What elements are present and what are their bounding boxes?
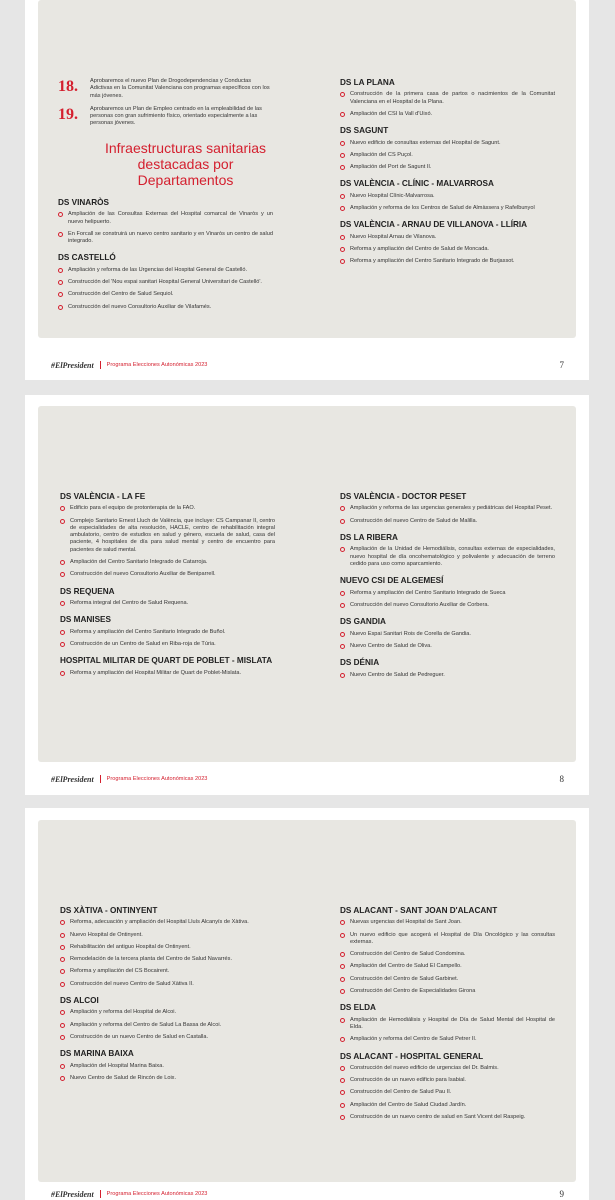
bullet-item — [340, 505, 555, 512]
bullet-item — [340, 246, 555, 253]
footer — [51, 1188, 564, 1200]
bullet-circle-icon — [60, 1023, 65, 1028]
department-title: DS XÀTIVA - ONTINYENT — [60, 906, 158, 915]
bullet-text: Reforma y ampliación del Centro Sanitario Integrado de Buñol. — [70, 628, 226, 635]
content-card — [38, 406, 576, 762]
bullet-text: Ampliación y reforma de las urgencias generales y pediátricas del Hospital Peset. — [350, 505, 553, 512]
bullet-item — [340, 258, 555, 265]
bullet-item — [340, 1102, 555, 1109]
bullet-item — [340, 140, 555, 147]
bullet-item — [340, 963, 555, 970]
department-section — [60, 1049, 275, 1082]
bullet-item — [340, 602, 555, 609]
department-title: DS VINARÒS — [58, 197, 109, 207]
bullet-item — [340, 631, 555, 638]
bullet-circle-icon — [60, 982, 65, 987]
footer-separator — [100, 1190, 101, 1198]
bullet-item — [58, 291, 273, 298]
bullet-item — [60, 919, 275, 926]
bullet-circle-icon — [60, 572, 65, 577]
bullet-text: Rehabilitación del antiguo Hospital de Ontinyent. — [70, 943, 191, 950]
bullet-item — [340, 234, 555, 241]
page-9 — [25, 808, 589, 1200]
bullet-item — [60, 944, 275, 951]
bullet-item — [60, 1009, 275, 1016]
bullet-text: Ampliación y reforma del Hospital de Alcoi. — [70, 1009, 177, 1016]
department-title: DS VALÈNCIA - CLÍNIC - MALVARROSA — [340, 179, 494, 189]
department-section — [340, 492, 555, 525]
bullet-item — [60, 629, 275, 636]
item-text: Aprobaremos el nuevo Plan de Drogodependencias y Conductas Adictivas en la Comunitat Valenciana con programas específicos con los más jóvenes. — [90, 78, 270, 99]
footer-separator — [100, 361, 101, 369]
bullet-item — [340, 164, 555, 171]
bullet-text: Construcción de un nuevo edificio para Isabial. — [350, 1077, 466, 1084]
item-number: 19. — [58, 105, 78, 123]
department-title: DS MANISES — [60, 615, 111, 625]
bullet-circle-icon — [60, 630, 65, 635]
item-number: 18. — [58, 78, 78, 95]
footer-separator — [100, 775, 101, 783]
right-column — [340, 492, 555, 687]
bullet-item — [58, 211, 273, 226]
bullet-circle-icon — [340, 644, 345, 649]
page-8 — [25, 395, 589, 795]
bullet-text: Ampliación del CS Puçol. — [350, 151, 413, 158]
bullet-text: Nuevo Hospital Arnau de Vilanova. — [350, 233, 437, 240]
bullet-item — [60, 968, 275, 975]
bullet-circle-icon — [60, 1064, 65, 1069]
bullet-item — [340, 672, 555, 679]
bullet-item — [340, 546, 555, 568]
bullet-circle-icon — [340, 206, 345, 211]
bullet-text: Construcción del nuevo Consultorio Auxiliar de Vilafamés. — [68, 303, 212, 310]
bullet-circle-icon — [340, 153, 345, 158]
bullet-text: Un nuevo edificio que acogerá el Hospital de Día Oncológico y las consultas externas. — [350, 931, 555, 945]
bullet-text: Reforma integral del Centro de Salud Requena. — [70, 599, 189, 606]
bullet-item — [60, 518, 275, 554]
department-section — [58, 253, 273, 310]
bullet-circle-icon — [60, 920, 65, 925]
bullet-text: Reforma y ampliación del Centro Sanitario Integrado de Burjassot. — [350, 258, 515, 265]
department-title: HOSPITAL MILITAR DE QUART DE POBLET - MISLATA — [60, 656, 273, 666]
bullet-circle-icon — [60, 519, 65, 524]
bullet-text: Ampliación de las Consultas Externas del Hospital comarcal de Vinaròs y un nuevo helipuerto. — [68, 211, 273, 225]
bullet-item — [340, 1065, 555, 1072]
bullet-item — [340, 193, 555, 200]
hashtag: #ElPresident — [51, 1189, 94, 1199]
bullet-circle-icon — [340, 1078, 345, 1083]
bullet-text: Construcción del nuevo edificio de urgencias del Dr. Balmis. — [350, 1064, 499, 1071]
bullet-text: Construcción de un nuevo Centro de Salud en Castalla. — [70, 1033, 209, 1040]
bullet-circle-icon — [340, 259, 345, 264]
bullet-circle-icon — [340, 235, 345, 240]
bullet-text: Ampliación y reforma de los Centros de Salud de Almàssera y Rafelbunyol — [350, 205, 535, 212]
bullet-text: Ampliación del Centro Sanitario Integrado de Catarroja. — [70, 559, 208, 566]
bullet-circle-icon — [58, 268, 63, 273]
department-section — [58, 198, 273, 245]
bullet-item — [60, 559, 275, 566]
bullet-item — [60, 571, 275, 578]
bullet-circle-icon — [60, 945, 65, 950]
department-section — [340, 617, 555, 650]
bullet-item — [58, 267, 273, 274]
department-title: NUEVO CSI DE ALGEMESÍ — [340, 576, 444, 586]
department-title: DS GANDIA — [340, 617, 386, 627]
bullet-text: Ampliación de Hemodiálisis y Hospital de Día de Salud Mental del Hospital de Elda. — [350, 1016, 555, 1030]
bullet-item — [340, 205, 555, 212]
bullet-item — [340, 976, 555, 983]
department-title: DS ALCOI — [60, 996, 99, 1006]
bullet-circle-icon — [340, 964, 345, 969]
page-7 — [25, 0, 589, 380]
bullet-circle-icon — [340, 1066, 345, 1071]
bullet-circle-icon — [340, 952, 345, 957]
bullet-item — [340, 919, 555, 926]
page-number: 8 — [559, 774, 564, 784]
bullet-circle-icon — [340, 632, 345, 637]
content-card — [38, 820, 576, 1182]
bullet-circle-icon — [340, 1037, 345, 1042]
bullet-text: Reforma y ampliación del CS Bocairent. — [70, 968, 170, 975]
bullet-circle-icon — [340, 933, 345, 938]
department-section — [60, 492, 275, 579]
numbered-item — [58, 78, 273, 100]
bullet-text: Ampliación del Centro de Salud El Campello. — [350, 963, 462, 970]
bullet-circle-icon — [60, 957, 65, 962]
bullet-text: Ampliación del Hospital Marina Baixa. — [70, 1062, 164, 1069]
bullet-item — [340, 643, 555, 650]
bullet-text: Ampliación y reforma de las Urgencias del Hospital General de Castelló. — [68, 266, 248, 273]
department-title: DS LA PLANA — [340, 78, 395, 87]
department-title: DS MARINA BAIXA — [60, 1049, 134, 1059]
bullet-text: Construcción de un nuevo centro de salud en Sant Vicent del Raspeig. — [350, 1113, 526, 1120]
bullet-circle-icon — [340, 194, 345, 199]
bullet-circle-icon — [60, 671, 65, 676]
bullet-item — [60, 600, 275, 607]
bullet-text: Nuevo Hospital de Ontinyent. — [70, 931, 143, 938]
department-title: DS ELDA — [340, 1003, 376, 1013]
footer — [51, 359, 564, 371]
bullet-text: Reforma y ampliación del Centro Sanitario Integrado de Sueca — [350, 589, 506, 596]
left-column — [58, 78, 273, 319]
department-title: DS DÉNIA — [340, 658, 380, 668]
department-title: DS VALÈNCIA - DOCTOR PESET — [340, 492, 467, 501]
bullet-circle-icon — [58, 305, 63, 310]
bullet-text: Remodelación de la tercera planta del Centro de Salud Navarrés. — [70, 956, 233, 963]
department-section — [340, 179, 555, 212]
bullet-text: Ampliación de la Unidad de Hemodiálisis, consultas externas de especialidades, nuevo hospital de día oncohematológico y polivalente y adecuación de terreno cedido para uso como aparcamiento. — [350, 546, 555, 567]
bullet-text: Construcción del Centro de Especialidades Girona — [350, 988, 476, 995]
bullet-circle-icon — [60, 506, 65, 511]
bullet-circle-icon — [340, 547, 345, 552]
item-text: Aprobaremos un Plan de Empleo centrado en la empleabilidad de las personas con gran sufrimiento físico, orientado especialmente a las personas jóvenes. — [90, 105, 262, 127]
bullet-circle-icon — [340, 92, 345, 97]
bullet-circle-icon — [340, 1090, 345, 1095]
bullet-circle-icon — [58, 292, 63, 297]
bullet-text: Ampliación del CSI la Vall d'Uixó. — [350, 110, 433, 117]
bullet-item — [60, 505, 275, 512]
department-section — [340, 533, 555, 568]
bullet-text: Construcción del Centro de Salud Garbinet. — [350, 975, 459, 982]
bullet-text: Nuevo edificio de consultas externas del Hospital de Sagunt. — [350, 139, 501, 146]
bullet-circle-icon — [340, 977, 345, 982]
bullet-item — [340, 988, 555, 995]
bullet-text: En Forcall se construirá un nuevo centro sanitario y en Vinaròs un centro de salud integrado. — [68, 230, 273, 245]
program-label: Programa Elecciones Autonómicas 2023 — [106, 776, 208, 782]
department-section — [340, 658, 555, 679]
hashtag: #ElPresident — [51, 360, 94, 370]
bullet-item — [58, 279, 273, 286]
bullet-circle-icon — [340, 506, 345, 511]
department-section — [340, 78, 555, 118]
bullet-item — [340, 1077, 555, 1084]
bullet-text: Construcción del 'Nou espai sanitari Hospital General Universitari de Castelló'. — [68, 279, 262, 286]
bullet-text: Construcción del nuevo Centro de Salud de Malilla. — [350, 517, 478, 524]
bullet-circle-icon — [340, 1115, 345, 1120]
bullet-item — [60, 981, 275, 988]
bullet-text: Construcción del nuevo Consultorio Auxiliar de Beniparrell. — [70, 571, 216, 578]
bullet-item — [60, 641, 275, 648]
bullet-text: Nuevas urgencias del Hospital de Sant Joan. — [350, 919, 462, 926]
bullet-text: Nuevo Hospital Clínic-Malvarrosa. — [350, 192, 435, 199]
bullet-item — [60, 932, 275, 939]
bullet-item — [60, 1022, 275, 1029]
bullet-text: Complejo Sanitario Ernest Lluch de València, que incluye: CS Campanar II, centro de especialidades de alta resolución, HACLE, centro de rehabilitación integral ambulatorio, centro de estudios en salud y género, escuela de salud, casa del paciente, 4 hospitales de día para salud mental y centro de encuentro para pacientes de salud mental. — [70, 517, 275, 553]
bullet-item — [340, 518, 555, 525]
program-label: Programa Elecciones Autonómicas 2023 — [106, 1191, 208, 1197]
bullet-item — [60, 1034, 275, 1041]
department-title: DS ALACANT - HOSPITAL GENERAL — [340, 1051, 484, 1061]
department-section — [340, 906, 555, 995]
bullet-text: Ampliación y reforma del Centro de Salud Petrer II. — [350, 1036, 477, 1043]
department-section — [340, 1003, 555, 1043]
bullet-text: Construcción del nuevo Centro de Salud Xàtiva II. — [70, 980, 194, 987]
department-title: DS LA RIBERA — [340, 532, 398, 542]
bullet-item — [340, 1089, 555, 1096]
bullet-circle-icon — [340, 112, 345, 117]
department-title: DS CASTELLÓ — [58, 253, 116, 263]
right-column — [340, 78, 555, 274]
department-section — [60, 656, 275, 677]
department-section — [340, 126, 555, 171]
bullet-circle-icon — [340, 591, 345, 596]
bullet-circle-icon — [60, 601, 65, 606]
bullet-item — [340, 1114, 555, 1121]
program-label: Programa Elecciones Autonómicas 2023 — [106, 362, 208, 368]
content-card — [38, 0, 576, 338]
bullet-item — [340, 951, 555, 958]
bullet-text: Nuevo Centro de Salud de Oliva. — [350, 642, 432, 649]
hashtag: #ElPresident — [51, 774, 94, 784]
bullet-item — [340, 1017, 555, 1032]
bullet-item — [60, 956, 275, 963]
bullet-circle-icon — [340, 603, 345, 608]
bullet-circle-icon — [60, 1035, 65, 1040]
bullet-circle-icon — [340, 141, 345, 146]
department-section — [340, 1052, 555, 1122]
bullet-circle-icon — [60, 642, 65, 647]
bullet-text: Construcción de la primera casa de partos o nacimientos de la Comunitat Valenciana en el Hospital de la Plana. — [350, 91, 555, 105]
numbered-item — [58, 106, 273, 128]
bullet-text: Reforma y ampliación del Centro de Salud de Moncada. — [350, 246, 489, 253]
bullet-item — [340, 590, 555, 597]
department-title: DS VALÈNCIA - ARNAU DE VILLANOVA - LLÍRIA — [340, 220, 528, 230]
bullet-circle-icon — [340, 673, 345, 678]
bullet-item — [340, 111, 555, 118]
left-column — [60, 492, 275, 685]
bullet-item — [60, 670, 275, 677]
bullet-item — [340, 932, 555, 947]
bullet-text: Construcción de un Centro de Salud en Riba-roja de Túria. — [70, 640, 216, 647]
bullet-circle-icon — [340, 920, 345, 925]
bullet-text: Construcción del Centro de Salud Condomina. — [350, 951, 466, 958]
bullet-circle-icon — [58, 232, 63, 237]
bullet-text: Construcción del Centro de Salud Sequiol. — [68, 291, 174, 298]
bullet-text: Edificio para el equipo de protonterapia de la FAO. — [70, 505, 196, 512]
bullet-circle-icon — [60, 560, 65, 565]
bullet-text: Reforma y ampliación del Hospital Militar de Quart de Poblet-Mislata. — [70, 669, 241, 676]
bullet-circle-icon — [340, 519, 345, 524]
left-column — [60, 906, 275, 1090]
bullet-circle-icon — [60, 969, 65, 974]
page-number: 7 — [559, 360, 564, 370]
bullet-circle-icon — [60, 1076, 65, 1081]
department-title: DS REQUENA — [60, 586, 115, 596]
bullet-circle-icon — [340, 1018, 345, 1023]
bullet-item — [340, 152, 555, 159]
bullet-circle-icon — [340, 1103, 345, 1108]
bullet-circle-icon — [58, 280, 63, 285]
bullet-circle-icon — [58, 212, 63, 217]
department-section — [60, 587, 275, 608]
bullet-text: Ampliación del Centro de Salud Ciudad Jardín. — [350, 1101, 467, 1108]
departments-left — [58, 198, 273, 311]
bullet-circle-icon — [340, 247, 345, 252]
bullet-circle-icon — [60, 1010, 65, 1015]
bullet-text: Construcción del Centro de Salud Pau II. — [350, 1089, 452, 1096]
department-title: DS ALACANT - SANT JOAN D'ALACANT — [340, 906, 498, 915]
bullet-circle-icon — [60, 933, 65, 938]
bullet-text: Ampliación y reforma del Centro de Salud La Bassa de Alcoi. — [70, 1021, 222, 1028]
footer — [51, 773, 564, 785]
department-section — [340, 220, 555, 265]
bullet-text: Ampliación del Port de Sagunt II. — [350, 164, 432, 171]
department-section — [340, 576, 555, 609]
bullet-item — [340, 91, 555, 106]
page-number: 9 — [559, 1189, 564, 1199]
department-section — [60, 996, 275, 1041]
section-title: Infraestructuras sanitarias destacadas por Departamentos — [104, 139, 267, 188]
bullet-item — [340, 1036, 555, 1043]
right-column — [340, 906, 555, 1129]
bullet-circle-icon — [340, 165, 345, 170]
bullet-text: Nuevo Centro de Salud de Pedreguer. — [350, 671, 445, 678]
bullet-item — [60, 1075, 275, 1082]
bullet-item — [58, 304, 273, 311]
bullet-item — [58, 231, 273, 246]
department-section — [60, 906, 275, 988]
department-title: DS VALÈNCIA - LA FE — [60, 492, 146, 501]
bullet-text: Nuevo Centro de Salud de Rincón de Loix. — [70, 1074, 177, 1081]
department-title: DS SAGUNT — [340, 126, 389, 136]
bullet-text: Nuevo Espai Sanitari Rois de Corella de Gandia. — [350, 630, 471, 637]
bullet-item — [60, 1063, 275, 1070]
department-section — [60, 615, 275, 648]
bullet-text: Reforma, adecuación y ampliación del Hospital Lluís Alcanyís de Xàtiva. — [70, 919, 249, 926]
bullet-text: Construcción del nuevo Consultorio Auxiliar de Corbera. — [350, 601, 489, 608]
bullet-circle-icon — [340, 989, 345, 994]
